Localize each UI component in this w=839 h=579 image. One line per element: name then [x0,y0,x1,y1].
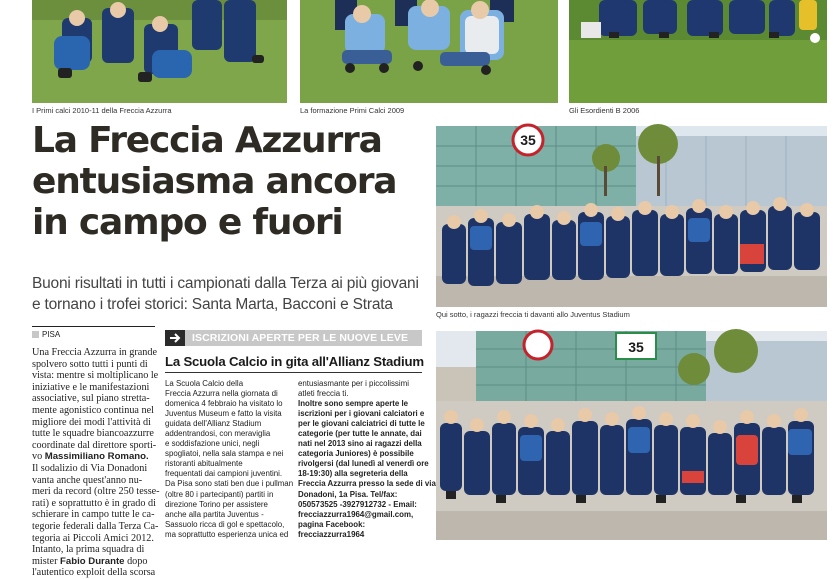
photo-primi-calci-2009 [300,0,558,103]
body-column-left [32,347,160,579]
body-line: per le giovani calciatrici di tutte le [298,419,425,429]
body-line: categoria Juniores) è possibile [298,449,414,459]
body-line: tegoria ai Piccoli Amici 2012. [32,532,154,544]
body-line: La Scuola Calcio della [165,379,244,388]
email-link[interactable]: frecciazzurra1964@gmail.com, [298,509,414,519]
body-line [32,451,155,463]
headline [32,120,427,243]
body-line: tegorie federali dalla Terza Ca- [32,520,159,532]
body-line: Freccia Azzurra nella giornata di [165,389,278,399]
body-line: direzione Torino per assistere [165,499,268,509]
photo-caption: Qui sotto, i ragazzi freccia ti davanti allo Juventus Stadium [436,310,630,319]
photo-stadium-front [436,126,827,307]
body-line: guidata dell'Allianz Stadium [165,419,262,429]
body-line: schierare in campo tutte le ca- [32,509,155,521]
section-banner [165,330,422,346]
facebook-link[interactable]: frecciazzurra1964 [298,529,365,539]
body-line: 050573525 -3927912732 - Email: [298,499,417,509]
body-text: vo [32,451,43,463]
body-line: Juventus Museum e fatto la visita [165,409,282,419]
body-line: vista: mentre si moltiplicano le [32,370,159,382]
body-line: associative, sul piano stretta- [32,393,150,405]
body-line: e soddisfazione unici, negli [165,439,260,449]
body-line: atleti freccia ti. [298,389,349,399]
body-line: nati nel 2013 sino ai ragazzi della [298,439,422,449]
photo-caption: I Primi calci 2010-11 della Freccia Azzurra [32,106,172,115]
body-line: spolvero sotto tutti i punti di [32,358,148,370]
body-line: ma soprattutto esperienza unica ed [165,529,289,539]
stadium-sign-number: 35 [628,339,644,355]
body-line: Freccia Azzurra presso la sede di via [298,479,436,489]
body-line: mente agonistico continua nel [32,404,154,416]
body-line: spogliatoi, nella sala stampa e nei [165,449,284,459]
kicker-label: PISA [42,330,61,339]
body-line: Donadoni, 1a Pisa. Tel/fax: [298,489,398,499]
photo-primi-calci-2010 [32,0,287,103]
body-line: meri da record (oltre 250 tesse- [32,486,160,498]
article-column-2 [298,379,436,540]
article-column-1 [165,379,294,540]
kicker [32,330,60,339]
square-icon [32,331,39,338]
headline-line: in campo e fuori [32,202,343,243]
divider [165,372,422,373]
body-line: Una Freccia Azzurra in grande [32,347,158,358]
body-line: anche alla partita Juventus - [165,509,264,519]
body-line: iniziative e le manifestazioni [32,381,150,393]
photo-caption: La formazione Primi Calci 2009 [300,106,405,115]
subheadline [32,273,432,315]
body-line: Inoltre sono sempre aperte le [298,399,409,409]
body-line: rati) e soprattutto è in grado di [32,497,156,509]
body-line: addentrandosi, con meraviglia [165,429,271,439]
person-name: Fabio Durante [60,555,125,567]
body-line: Intanto, la prima squadra di [32,544,145,556]
body-text: dopo [124,555,148,567]
body-line: (oltre 80 i partecipanti) partiti in [165,489,274,499]
banner-label: ISCRIZIONI APERTE PER LE NUOVE LEVE [192,332,409,344]
body-line: l'autentico exploit della scorsa [32,567,156,579]
body-line: frequentati dai campioni juventini. [165,469,283,479]
body-line: Sassuolo ricca di gol e spettacolo, [165,519,285,529]
photo-caption: Gli Esordienti B 2006 [569,106,640,115]
divider [32,326,155,327]
body-line: iscrizioni per i giovani calciatori e [298,409,425,419]
body-text: mister [32,555,58,567]
body-line: pagina Facebook: [298,519,366,529]
photo-esordienti-b-2006 [569,0,827,103]
body-line: ristoranti abitualmente [165,459,243,469]
body-line [32,556,155,568]
body-line: domenica 4 febbraio ha visitato lo [165,399,283,409]
body-line: Da Pisa sono stati ben due i pullman [165,479,294,489]
body-line: vanta anche quest'anno nu- [32,474,143,486]
headline-line: La Freccia Azzurra [32,120,382,161]
body-line: migliore dei modi l'attività di [32,416,151,428]
body-line: entusiasmante per i piccolissimi [298,379,409,388]
article-title: La Scuola Calcio in gita all'Allianz Stadium [165,354,424,369]
body-line: tutte le squadre biancoazzurre [32,428,154,440]
photo-stadium-group [436,331,827,540]
body-line: categorie (per tutte le annate, dai [298,429,422,439]
body-line: rivolgersi (dal lunedì al venerdì ore [298,459,429,469]
subheadline-line: e tornano i trofei storici: Santa Marta, Bacconi e Strata [32,296,393,313]
stadium-sign-number: 35 [520,132,536,148]
arrow-right-icon [165,330,185,346]
body-line: Il sodalizio di Via Donadoni [32,462,148,474]
person-name: Massimiliano Romano. [44,451,149,463]
body-line: coordinate dal direttore sporti- [32,439,157,451]
body-line: 18-19:30) alla segreteria della [298,469,408,479]
subheadline-line: Buoni risultati in tutti i campionati dalla Terza ai più giovani [32,275,419,292]
headline-line: entusiasma ancora [32,161,397,202]
